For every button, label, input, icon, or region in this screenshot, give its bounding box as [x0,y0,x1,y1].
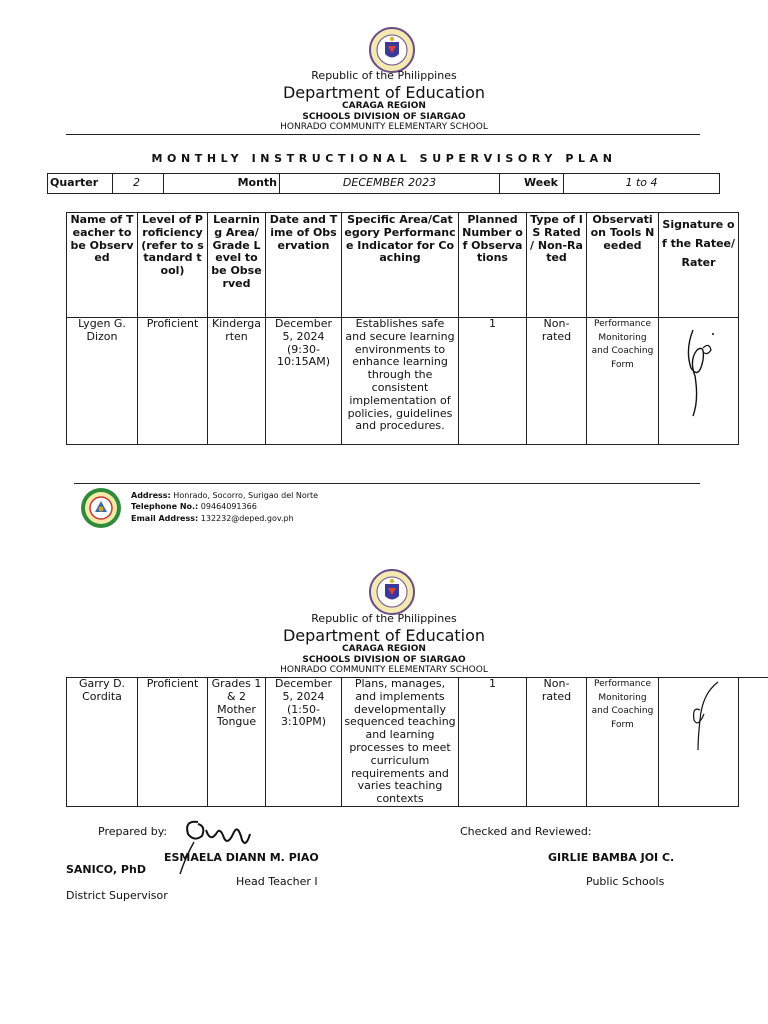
preparer-name: ESMAELA DIANN M. PIAO [164,851,319,864]
department-title: Department of Education [282,83,486,102]
performance-indicator: Establishes safe and secure learning environments to enhance learning through the consistent implementation of policies, guidelines and procedures. [342,318,459,445]
signature-icon [674,680,724,760]
email-value: 132232@deped.gov.ph [200,514,294,523]
telephone-value: 09464091366 [200,502,257,511]
is-type: Non-rated [527,678,587,807]
footer-divider [74,483,700,484]
plan-title: MONTHLY INSTRUCTIONAL SUPERVISORY PLAN [151,152,617,165]
month-label: Month [164,174,280,194]
checked-reviewed-label: Checked and Reviewed: [460,825,592,838]
school-text: HONRADO COMMUNITY ELEMENTARY SCHOOL [280,665,488,675]
prepared-by-label: Prepared by: [98,825,168,838]
reviewer-name-continued: SANICO, PhD [66,863,146,876]
footer-telephone [131,501,257,512]
division-text: SCHOOLS DIVISION OF SIARGAO [302,112,466,122]
header-planned-number: Planned Number of Observations [459,213,527,318]
table-header-row [67,213,739,318]
learning-area: Kindergarten [208,318,266,445]
signature-cell [659,318,739,445]
school-logo-icon [80,487,122,529]
region-text: CARAGA REGION [342,101,426,111]
week-label: Week [500,174,564,194]
header-type: Type of IS Rated / Non-Rated [527,213,587,318]
header-learning-area: Learning Area/Grade Level to be Observed [208,213,266,318]
table-row [67,678,739,807]
deped-seal-icon [368,568,416,616]
header-tools: Observation Tools Needed [587,213,659,318]
preparer-signature-icon [176,812,256,878]
header-proficiency: Level of Proficiency (refer to standard tool) [138,213,208,318]
republic-text: Republic of the Philippines [311,69,457,82]
quarter-value: 2 [113,174,164,194]
month-value: DECEMBER 2023 [280,174,500,194]
department-title: Department of Education [282,626,486,645]
reviewer-title: Public Schools [586,875,665,888]
republic-text: Republic of the Philippines [311,612,457,625]
table-row [67,318,739,445]
teacher-name: Garry D. Cordita [67,678,138,807]
info-table [47,173,720,194]
division-text: SCHOOLS DIVISION OF SIARGAO [302,655,466,665]
reviewer-title-continued: District Supervisor [66,889,168,902]
observation-date: December 5, 2024 (1:50-3:10PM) [266,678,342,807]
signature-cell [659,678,739,807]
region-text: CARAGA REGION [342,644,426,654]
header-teacher-name: Name of Teacher to be Observed [67,213,138,318]
header-divider [66,134,700,135]
footer-email [131,513,294,524]
supervisory-plan-table [66,212,739,445]
proficiency-level: Proficient [138,678,208,807]
header-signature: Signature of the Ratee/Rater [659,213,739,318]
proficiency-level: Proficient [138,318,208,445]
school-text: HONRADO COMMUNITY ELEMENTARY SCHOOL [280,122,488,132]
teacher-name: Lygen G. Dizon [67,318,138,445]
supervisory-plan-table-continued [66,677,739,807]
footer-address [131,490,318,501]
performance-indicator: Plans, manages, and implements developmentally sequenced teaching and learning processes to meet curriculum requirements and varies teaching contexts [342,678,459,807]
learning-area: Grades 1 & 2 Mother Tongue [208,678,266,807]
address-value: Honrado, Socorro, Surigao del Norte [173,491,319,500]
header-indicator: Specific Area/Category Performance Indicator for Coaching [342,213,459,318]
observation-date: December 5, 2024 (9:30-10:15AM) [266,318,342,445]
address-label: Address: [131,491,171,500]
reviewer-name: GIRLIE BAMBA JOI C. [548,851,675,864]
telephone-label: Telephone No.: [131,502,199,511]
quarter-label: Quarter [48,174,113,194]
planned-count: 1 [459,318,527,445]
email-label: Email Address: [131,514,199,523]
planned-count: 1 [459,678,527,807]
observation-tool: Performance Monitoring and Coaching Form [587,678,659,807]
deped-seal-icon [368,26,416,74]
is-type: Non-rated [527,318,587,445]
observation-tool: Performance Monitoring and Coaching Form [587,318,659,445]
signature-icon [679,320,719,420]
preparer-title: Head Teacher I [236,875,318,888]
week-value: 1 to 4 [564,174,720,194]
header-date-time: Date and Time of Observation [266,213,342,318]
